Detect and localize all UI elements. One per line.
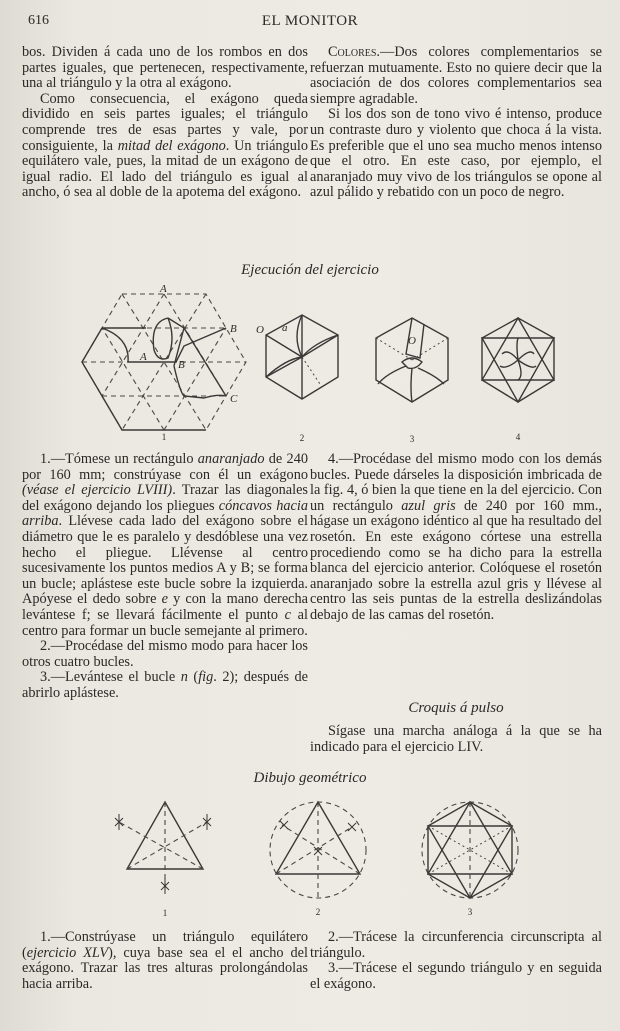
- text-run: . Trazar las diagonales del exágono dejando los pliegues: [22, 482, 308, 514]
- dibujo-figure-1-triangle-altitudes: [115, 800, 225, 918]
- text-run: . Llévese cada lado del exágono sobre el diámetro que le es paralelo y desdóblese una vez hecho el pliegue. Llévense al centro sucesivamente los puntos medios A y B; se forma un bucle; aplástese este bucle sobre la izquierda. Apóyese el dedo sobre: [22, 513, 308, 608]
- italic-run: azul gris: [401, 497, 456, 514]
- fold-edge-b: [168, 318, 226, 396]
- grid-line: [164, 328, 226, 430]
- rosette-diagram-4: [478, 318, 558, 402]
- fold-loop-a: [102, 328, 226, 362]
- text-run: de 240 por 160 mm., hágase un exágono idéntico al que ha resultado del rosetón. En este exágono córtese una estrella procediendo como se ha dicho para la estrella blanca del ejercicio anterior. Colóquese el rosetón anaranjado sobre la estrella azul gris y llévese al centro las seis puntas de la estrella deslizándolas debajo de las camas del rosetón.: [310, 497, 602, 623]
- text-run: al centro para formar un bucle semejante al primero.: [22, 606, 308, 639]
- page-header: [0, 13, 620, 33]
- italic-run: e: [161, 591, 169, 608]
- dibujo-step-1-paragraph: [22, 930, 308, 992]
- folded-flaps: [378, 366, 444, 402]
- page-number: 616: [28, 13, 49, 28]
- dibujo-figure-2-circumscribed-circle: [268, 797, 368, 917]
- italic-run: (véase el ejercicio LVIII): [22, 482, 173, 499]
- section-title-croquis: Croquis á pulso: [408, 700, 504, 716]
- grid-line: [102, 294, 164, 396]
- altitude-line: [127, 822, 207, 869]
- pinwheel-center: [500, 338, 536, 380]
- step-4-paragraph: [310, 452, 602, 624]
- rosette-diagram-2: [256, 315, 342, 405]
- triangle-altitudes-diagram: [115, 800, 225, 900]
- text-run: . 2); después de abrirlo aplástese.: [22, 669, 309, 701]
- dibujo-figure-3-hexagon-in-circle: [420, 797, 520, 917]
- text-run: (: [187, 669, 199, 686]
- figure-3-rosette-flattened: [372, 318, 452, 444]
- altitude-line: [276, 827, 352, 874]
- text-run: 1.—Constrúyase un triángulo equilátero (: [22, 929, 308, 961]
- section-title-dibujo: Dibujo geométrico: [253, 770, 367, 786]
- top-left-column: [22, 45, 308, 201]
- italic-run: anaranjado: [197, 451, 265, 467]
- paragraph-rombos: bos. Dividen á cada uno de los rombos en dos partes iguales, que pertenecen, respectivamente, una al triángulo y la otra al exágono.: [22, 44, 308, 92]
- text-run: . Un triángulo equilátero vale, pues, la mitad de un exágono de igual radio. El lado del triángulo es igual al ancho, ó sea al doble de la apotema del exágono.: [22, 137, 308, 201]
- text-run: y con la mano derecha levántese f; se llevará fácilmente el punto: [22, 591, 309, 623]
- mid-left-column: [22, 452, 308, 702]
- text-run: 1.—Tómese un rectángulo: [40, 451, 198, 467]
- text-run: —Dos colores complementarios se refuerzan mutuamente. Esto no quiere decir que la asociación de dos colores complementarios sea siempre agradable.: [310, 44, 602, 107]
- hexagon-outline: [376, 318, 448, 402]
- construction-mark: [348, 823, 356, 831]
- step-1-paragraph: [22, 452, 308, 639]
- triangle-up: [482, 318, 554, 380]
- text-run: 3.—Levántese el bucle: [40, 669, 181, 686]
- text-run: de 240 por 160 mm; constrúyase con él un exágono: [22, 451, 309, 483]
- step-2-paragraph: 2.—Procédase del mismo modo para hacer los otros cuatro bucles.: [22, 638, 308, 670]
- figure-number: 4: [515, 432, 521, 442]
- figure-number: 3: [409, 434, 415, 444]
- figure-2-rosette-loops: [256, 315, 342, 443]
- construction-mark: [203, 814, 211, 830]
- fold-line: [302, 335, 338, 357]
- circumscribed-circle-diagram: [268, 797, 368, 901]
- hexagon-in-circle-diagram: [420, 797, 520, 901]
- italic-run: mitad del exágono: [117, 137, 226, 154]
- dotted-line: [412, 338, 448, 360]
- top-right-column: [310, 45, 602, 201]
- italic-run: fig: [198, 669, 214, 686]
- label-o: O: [256, 324, 264, 336]
- croquis-paragraph: Sígase una marcha análoga á la que se ha indicado para el ejercicio LIV.: [310, 723, 602, 755]
- section-title-ejecucion: Ejecución del ejercicio: [241, 262, 379, 278]
- croquis-paragraph-container: [310, 724, 602, 755]
- figure-number: 2: [315, 907, 321, 917]
- figure-number: 3: [467, 907, 473, 917]
- text-run: ), cuya base sea el el ancho del exágono. Trazar las tres alturas prolongándolas hacia arriba.: [22, 944, 308, 992]
- hexagon-fold-diagram: [80, 282, 250, 432]
- loop-ellipse: [153, 318, 172, 359]
- figure-number: 1: [162, 908, 168, 918]
- italic-run: c: [284, 606, 291, 623]
- dibujo-step-2-paragraph: 2.—Trácese la circunferencia circunscripta al triángulo.: [310, 929, 602, 961]
- italic-run: cóncavos hacia arriba: [22, 497, 308, 530]
- dibujo-step-3-paragraph: 3.—Trácese el segundo triángulo y en seguida el exágono.: [310, 960, 602, 992]
- figure-number: 1: [161, 432, 167, 442]
- step-3-paragraph: [22, 670, 308, 701]
- label-a-top: A: [160, 283, 167, 295]
- folded-edge: [82, 328, 206, 430]
- grid-line: [102, 328, 164, 430]
- colores-label: Colores.: [328, 44, 381, 60]
- mid-right-column: [310, 452, 602, 624]
- label-a-inner: A: [140, 351, 147, 363]
- label-a: a: [282, 322, 288, 334]
- rosette-diagram-3: [372, 318, 452, 408]
- paragraph-consecuencia: [22, 92, 308, 201]
- text-run: 4.—Procédase del mismo modo con los demás bucles. Puede dárseles la disposición imbricada de la fig. 4, ó bien la que tiene en la del ejercicio. Con un rectángulo: [310, 451, 602, 514]
- label-b-right: B: [230, 323, 237, 335]
- text-run: Como consecuencia, el exágono queda dividido en seis partes iguales; el triángulo comprende tres de esas partes y vale, por consiguiente, la: [22, 90, 308, 154]
- paragraph-colores: [310, 45, 602, 107]
- italic-run: n: [180, 669, 188, 686]
- bottom-right-column: [310, 930, 602, 992]
- running-title: EL MONITOR: [261, 13, 359, 29]
- construction-mark: [161, 878, 169, 894]
- bottom-left-column: [22, 930, 308, 992]
- figure-4-imbricated-rosette: [478, 318, 558, 442]
- label-c: C: [230, 393, 238, 405]
- construction-mark: [280, 821, 288, 829]
- triangle-down: [482, 338, 554, 402]
- altitude-line: [282, 825, 360, 874]
- figure-number: 2: [299, 433, 305, 443]
- dotted-line: [302, 357, 322, 387]
- label-o: O: [408, 335, 416, 347]
- paragraph-tono-vivo: Si los dos son de tono vivo é intenso, produce un contraste duro y violento que choca á la vista. Es preferible que el uno sea mucho menos intenso que el otro. En este caso, por ejemplo, el anaranjado muy vivo de los triángulos se opone al azul pálido y rebatido con un poco de negro.: [310, 106, 602, 201]
- construction-mark: [115, 814, 123, 830]
- italic-run: ejercicio XLV: [26, 944, 109, 961]
- figure-1-hexagon-folding: [80, 282, 250, 442]
- fold-line: [266, 357, 302, 377]
- label-b-inner: B: [178, 359, 185, 371]
